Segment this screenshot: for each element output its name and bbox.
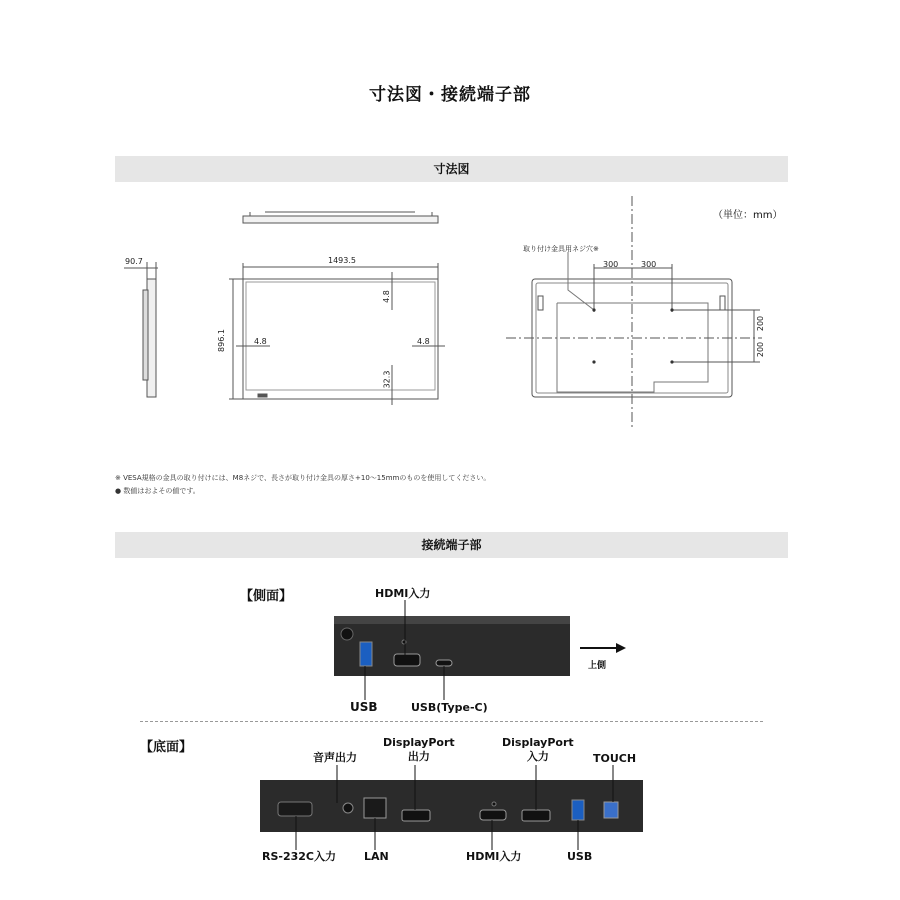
bezel-top-label: 4.8	[381, 290, 391, 303]
vesa-v1-label: 200	[756, 315, 766, 332]
height-label: 896.1	[216, 329, 226, 352]
side-view	[124, 262, 158, 397]
bottom-heading: 【底面】	[140, 740, 193, 755]
vesa-h1-label: 300	[603, 260, 619, 269]
depth-label: 90.7	[125, 257, 143, 266]
front-view	[229, 263, 445, 405]
bottom-hdmi-label: HDMI入力	[466, 850, 522, 863]
approx-note: ● 数値はおよその値です。	[115, 487, 200, 495]
side-usbc-label: USB(Type-C)	[411, 701, 488, 714]
bezel-bottom-label: 32.3	[382, 370, 392, 389]
dp-out-label: DisplayPort 出力	[383, 736, 455, 763]
vesa-h2-label: 300	[641, 260, 657, 269]
width-label: 1493.5	[328, 256, 356, 265]
page-title: 寸法図・接続端子部	[369, 85, 531, 105]
lan-label: LAN	[364, 850, 389, 863]
rear-view	[506, 196, 762, 430]
side-panel-photo	[330, 612, 630, 682]
dimension-drawing	[0, 0, 900, 440]
vesa-hole-label: 取り付け金具用ネジ穴※	[523, 245, 599, 253]
side-hdmi-label: HDMI入力	[375, 587, 431, 600]
connectors-section-header: 接続端子部	[115, 532, 788, 558]
dimensions-section-header: 寸法図	[115, 156, 788, 182]
divider	[140, 721, 763, 722]
unit-label: （単位：mm）	[713, 210, 783, 221]
top-view	[243, 212, 438, 223]
vesa-note: ※ VESA規格の金具の取り付けには、M8ネジで、長さが取り付け金具の厚さ+10～15mmのものを使用してください。	[115, 474, 491, 482]
side-usb-label: USB	[350, 700, 378, 714]
bottom-panel-photo	[260, 780, 645, 835]
side-heading: 【側面】	[240, 589, 293, 604]
touch-label: TOUCH	[593, 752, 637, 765]
vesa-v2-label: 200	[756, 341, 766, 358]
up-side-label: 上側	[588, 661, 607, 671]
bezel-left-label: 4.8	[254, 337, 267, 346]
bezel-right-label: 4.8	[417, 337, 430, 346]
bottom-usb-label: USB	[567, 850, 593, 863]
rs232c-label: RS-232C入力	[262, 850, 336, 863]
dp-in-label: DisplayPort 入力	[502, 736, 574, 763]
audio-out-label: 音声出力	[313, 751, 357, 764]
